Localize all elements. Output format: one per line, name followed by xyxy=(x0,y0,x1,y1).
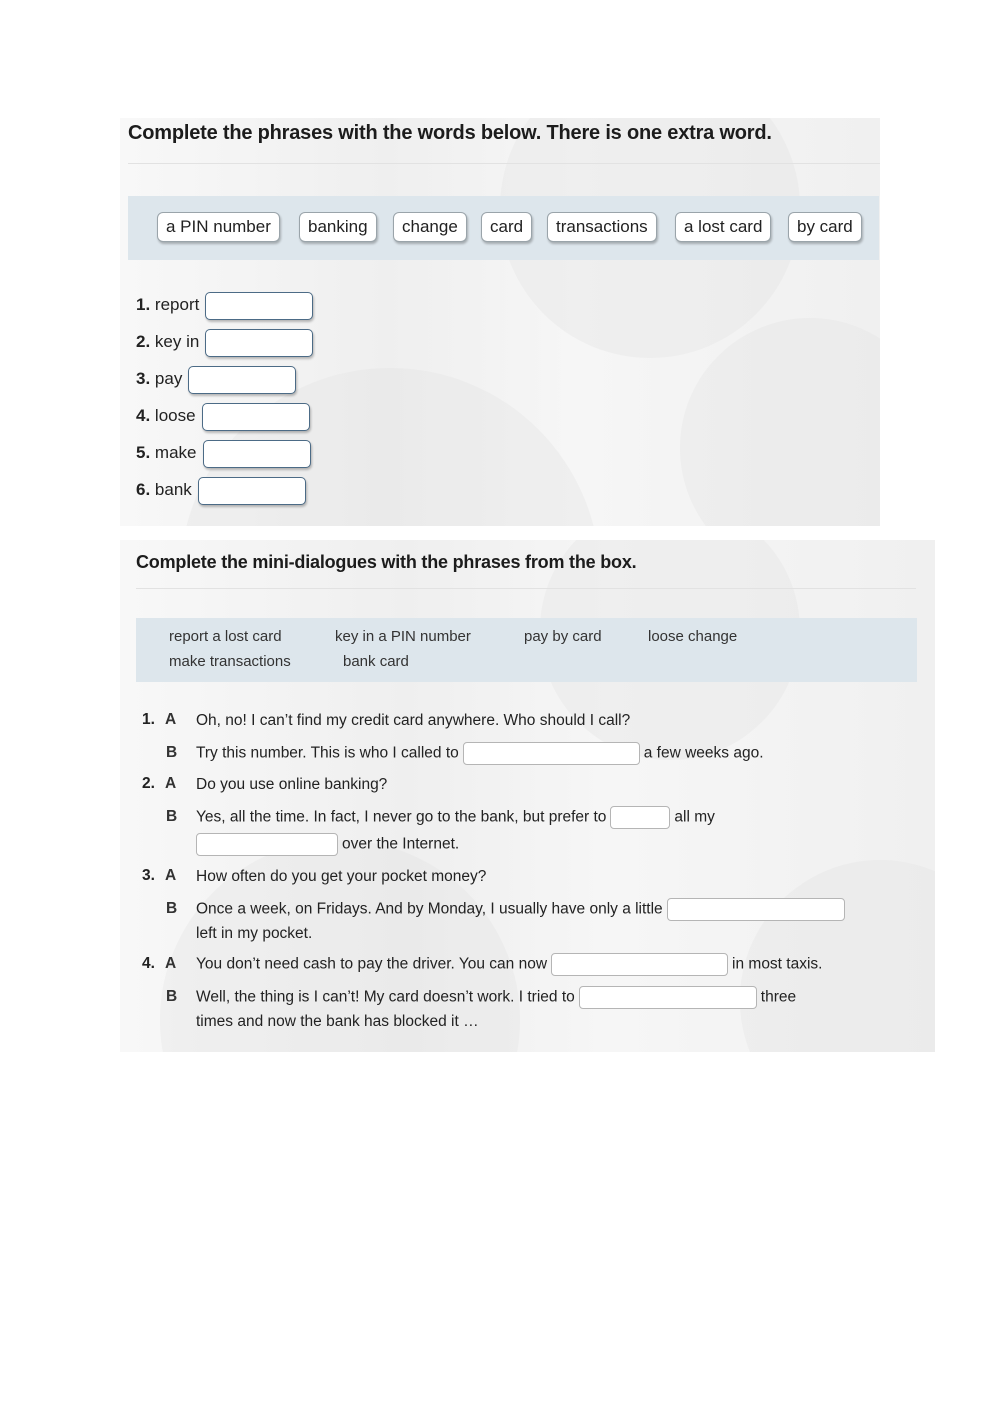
answer-gap[interactable] xyxy=(551,953,728,976)
line-text: Try this number. This is who I called to xyxy=(196,744,459,762)
phrase-word: pay xyxy=(154,369,183,388)
word-bank xyxy=(128,196,879,260)
phrase-row xyxy=(136,327,313,357)
phrase-row xyxy=(136,290,313,320)
exercise-2-heading: Complete the mini-dialogues with the phrases from the box. xyxy=(136,552,637,572)
exercise-1-heading: Complete the phrases with the words below. There is one extra word. xyxy=(128,122,772,144)
word-chip[interactable]: a PIN number xyxy=(157,212,280,242)
exercise-1-panel xyxy=(120,118,880,526)
dialogue-line xyxy=(196,806,715,829)
speaker-b: B xyxy=(166,808,178,825)
line-text: three xyxy=(760,988,797,1006)
line-text: Once a week, on Fridays. And by Monday, I usually have only a little xyxy=(196,900,663,918)
word-chip[interactable]: change xyxy=(393,212,467,242)
word-chip[interactable]: a lost card xyxy=(675,212,771,242)
line-text: a few weeks ago. xyxy=(643,744,764,762)
phrase-row xyxy=(136,401,310,431)
answer-gap[interactable] xyxy=(196,833,338,856)
speaker-a: A xyxy=(165,775,177,792)
word-chip[interactable]: transactions xyxy=(547,212,657,242)
speaker-a: A xyxy=(165,867,177,884)
item-number: 1. xyxy=(136,295,151,314)
item-number: 6. xyxy=(136,480,151,499)
speaker-b: B xyxy=(166,988,178,1005)
dialogue-number: 1. xyxy=(142,711,155,728)
phrase-word: report xyxy=(154,295,200,314)
drop-target[interactable] xyxy=(188,366,296,394)
line-text: Well, the thing is I can’t! My card doesn’t work. I tried to xyxy=(196,988,575,1006)
dialogue-line: Oh, no! I can’t find my credit card anywhere. Who should I call? xyxy=(196,712,631,729)
line-text: all my xyxy=(674,808,715,826)
phrase-word: bank xyxy=(154,480,192,499)
phrase-row xyxy=(136,364,296,394)
dialogue-line xyxy=(196,986,796,1009)
drop-target[interactable] xyxy=(203,440,311,468)
phrase-word: make xyxy=(154,443,197,462)
dialogue-line xyxy=(196,898,849,921)
line-text: in most taxis. xyxy=(732,955,823,973)
item-number: 4. xyxy=(136,406,151,425)
phrase-row xyxy=(136,438,311,468)
dialogue-line xyxy=(196,833,459,856)
dialogue-line: times and now the bank has blocked it … xyxy=(196,1013,479,1030)
speaker-b: B xyxy=(166,744,178,761)
box-phrase: bank card xyxy=(343,653,409,670)
box-phrase: loose change xyxy=(648,628,738,645)
drop-target[interactable] xyxy=(198,477,306,505)
dialogue-line xyxy=(196,742,764,765)
box-phrase: pay by card xyxy=(524,628,602,645)
speaker-b: B xyxy=(166,900,178,917)
drop-target[interactable] xyxy=(202,403,310,431)
box-phrase: report a lost card xyxy=(169,628,282,645)
dialogue-line: Do you use online banking? xyxy=(196,776,388,793)
answer-gap[interactable] xyxy=(463,742,640,765)
phrase-box xyxy=(136,618,917,682)
item-number: 5. xyxy=(136,443,151,462)
dialogue-number: 4. xyxy=(142,955,155,972)
divider xyxy=(136,588,916,589)
dialogue-line: How often do you get your pocket money? xyxy=(196,868,487,885)
dialogue-number: 2. xyxy=(142,775,155,792)
box-phrase: make transactions xyxy=(169,653,291,670)
line-text: You don’t need cash to pay the driver. You can now xyxy=(196,955,548,973)
item-number: 3. xyxy=(136,369,151,388)
phrase-word: key in xyxy=(154,332,200,351)
dialogue-line: left in my pocket. xyxy=(196,925,313,942)
word-chip[interactable]: banking xyxy=(299,212,377,242)
dialogue-line xyxy=(196,953,822,976)
box-phrase: key in a PIN number xyxy=(335,628,471,645)
divider xyxy=(128,163,880,164)
dialogue-number: 3. xyxy=(142,867,155,884)
exercise-2-panel xyxy=(120,540,935,1052)
phrase-word: loose xyxy=(154,406,196,425)
word-chip[interactable]: by card xyxy=(788,212,862,242)
line-text: over the Internet. xyxy=(342,835,460,853)
drop-target[interactable] xyxy=(205,329,313,357)
item-number: 2. xyxy=(136,332,151,351)
phrase-row xyxy=(136,475,306,505)
speaker-a: A xyxy=(165,955,177,972)
word-chip[interactable]: card xyxy=(481,212,532,242)
answer-gap[interactable] xyxy=(610,806,670,829)
speaker-a: A xyxy=(165,711,177,728)
answer-gap[interactable] xyxy=(667,898,845,921)
answer-gap[interactable] xyxy=(579,986,757,1009)
drop-target[interactable] xyxy=(205,292,313,320)
line-text: Yes, all the time. In fact, I never go to the bank, but prefer to xyxy=(196,808,607,826)
